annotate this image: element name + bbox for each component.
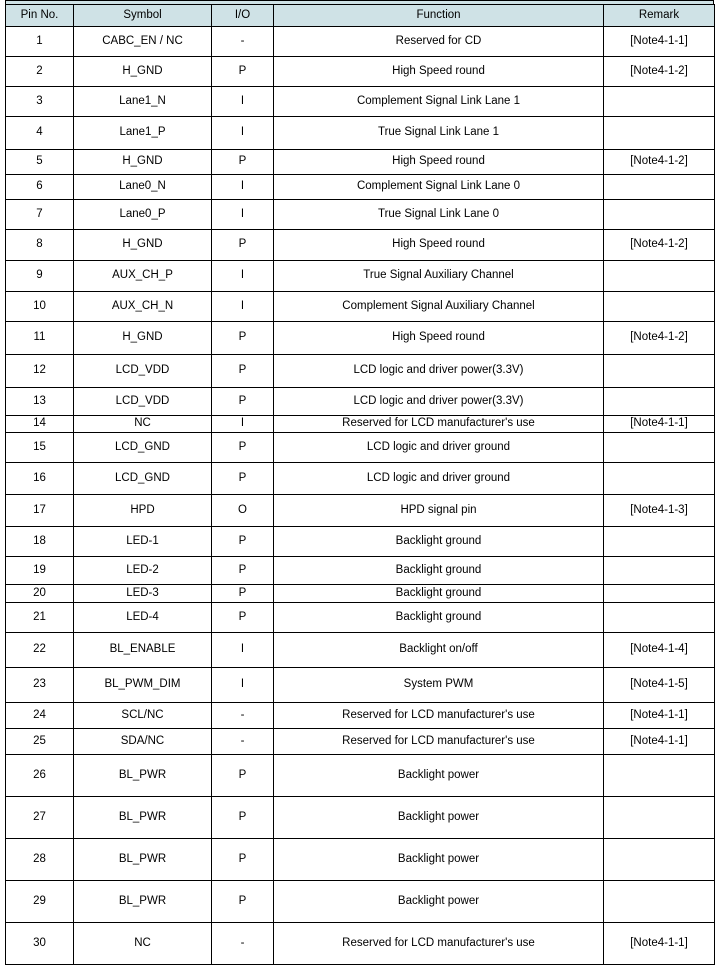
remark-cell xyxy=(604,292,715,322)
pin-no-cell: 6 xyxy=(6,175,74,200)
table-row xyxy=(6,557,715,585)
function-cell: Backlight power xyxy=(274,881,604,923)
io-cell: - xyxy=(212,27,274,57)
pin-no-cell: 24 xyxy=(6,703,74,729)
table-header xyxy=(6,5,715,27)
io-cell: I xyxy=(212,200,274,230)
remark-cell xyxy=(604,839,715,881)
remark-cell: [Note4-1-1] xyxy=(604,416,715,433)
symbol-cell: Lane1_N xyxy=(74,87,212,117)
table-row xyxy=(6,703,715,729)
pin-no-cell: 26 xyxy=(6,755,74,797)
symbol-cell: Lane1_P xyxy=(74,117,212,150)
function-cell: LCD logic and driver power(3.3V) xyxy=(274,388,604,416)
remark-cell: [Note4-1-1] xyxy=(604,703,715,729)
table-row xyxy=(6,797,715,839)
function-cell: True Signal Link Lane 1 xyxy=(274,117,604,150)
symbol-cell: BL_PWR xyxy=(74,755,212,797)
function-cell: Backlight ground xyxy=(274,527,604,557)
symbol-cell: H_GND xyxy=(74,57,212,87)
function-cell: High Speed round xyxy=(274,57,604,87)
function-cell: Backlight ground xyxy=(274,603,604,633)
table-row xyxy=(6,668,715,703)
remark-cell xyxy=(604,87,715,117)
pin-no-cell: 13 xyxy=(6,388,74,416)
table-row xyxy=(6,463,715,495)
table-row xyxy=(6,388,715,416)
function-cell: Reserved for LCD manufacturer's use xyxy=(274,416,604,433)
io-cell: P xyxy=(212,355,274,388)
io-cell: I xyxy=(212,633,274,668)
table-row xyxy=(6,27,715,57)
remark-cell: [Note4-1-2] xyxy=(604,230,715,261)
function-cell: Complement Signal Link Lane 1 xyxy=(274,87,604,117)
pin-no-cell: 14 xyxy=(6,416,74,433)
pin-no-cell: 22 xyxy=(6,633,74,668)
function-cell: High Speed round xyxy=(274,322,604,355)
io-cell: P xyxy=(212,839,274,881)
table-row xyxy=(6,585,715,603)
symbol-cell: BL_ENABLE xyxy=(74,633,212,668)
pin-no-cell: 20 xyxy=(6,585,74,603)
remark-cell: [Note4-1-1] xyxy=(604,923,715,965)
pin-no-cell: 21 xyxy=(6,603,74,633)
function-cell: LCD logic and driver ground xyxy=(274,433,604,463)
io-cell: P xyxy=(212,230,274,261)
function-cell: Backlight on/off xyxy=(274,633,604,668)
pin-no-cell: 4 xyxy=(6,117,74,150)
symbol-cell: LCD_GND xyxy=(74,463,212,495)
pin-no-cell: 5 xyxy=(6,150,74,175)
remark-cell xyxy=(604,881,715,923)
function-cell: True Signal Link Lane 0 xyxy=(274,200,604,230)
symbol-cell: LED-3 xyxy=(74,585,212,603)
pin-no-cell: 19 xyxy=(6,557,74,585)
io-cell: P xyxy=(212,463,274,495)
symbol-cell: NC xyxy=(74,923,212,965)
symbol-cell: SDA/NC xyxy=(74,729,212,755)
function-cell: Backlight power xyxy=(274,797,604,839)
io-cell: P xyxy=(212,527,274,557)
function-cell: System PWM xyxy=(274,668,604,703)
function-cell: True Signal Auxiliary Channel xyxy=(274,261,604,292)
io-cell: P xyxy=(212,322,274,355)
table-row xyxy=(6,57,715,87)
io-cell: P xyxy=(212,585,274,603)
table-row xyxy=(6,230,715,261)
remark-cell xyxy=(604,355,715,388)
io-cell: O xyxy=(212,495,274,527)
pin-no-cell: 30 xyxy=(6,923,74,965)
io-cell: P xyxy=(212,150,274,175)
table-row xyxy=(6,433,715,463)
table-row xyxy=(6,416,715,433)
table-row xyxy=(6,839,715,881)
table-body xyxy=(6,27,715,965)
io-cell: I xyxy=(212,117,274,150)
io-cell: P xyxy=(212,603,274,633)
function-cell: Complement Signal Link Lane 0 xyxy=(274,175,604,200)
symbol-cell: AUX_CH_P xyxy=(74,261,212,292)
function-cell: Backlight power xyxy=(274,839,604,881)
remark-cell xyxy=(604,557,715,585)
symbol-cell: LCD_GND xyxy=(74,433,212,463)
symbol-cell: Lane0_N xyxy=(74,175,212,200)
pin-no-cell: 8 xyxy=(6,230,74,261)
symbol-cell: SCL/NC xyxy=(74,703,212,729)
pin-no-cell: 7 xyxy=(6,200,74,230)
pin-no-cell: 18 xyxy=(6,527,74,557)
pin-no-cell: 17 xyxy=(6,495,74,527)
io-cell: I xyxy=(212,416,274,433)
column-header-remark: Remark xyxy=(604,5,715,27)
table-row xyxy=(6,603,715,633)
remark-cell xyxy=(604,117,715,150)
table-row xyxy=(6,292,715,322)
io-cell: I xyxy=(212,87,274,117)
table-row xyxy=(6,355,715,388)
pin-no-cell: 1 xyxy=(6,27,74,57)
remark-cell: [Note4-1-2] xyxy=(604,57,715,87)
remark-cell xyxy=(604,388,715,416)
symbol-cell: CABC_EN / NC xyxy=(74,27,212,57)
function-cell: Backlight power xyxy=(274,755,604,797)
io-cell: P xyxy=(212,755,274,797)
function-cell: High Speed round xyxy=(274,230,604,261)
io-cell: P xyxy=(212,797,274,839)
function-cell: Reserved for LCD manufacturer's use xyxy=(274,703,604,729)
column-header-function: Function xyxy=(274,5,604,27)
remark-cell: [Note4-1-4] xyxy=(604,633,715,668)
io-cell: I xyxy=(212,175,274,200)
symbol-cell: BL_PWR xyxy=(74,797,212,839)
column-header-io: I/O xyxy=(212,5,274,27)
table-row xyxy=(6,87,715,117)
pin-no-cell: 28 xyxy=(6,839,74,881)
symbol-cell: Lane0_P xyxy=(74,200,212,230)
symbol-cell: LED-1 xyxy=(74,527,212,557)
pin-no-cell: 3 xyxy=(6,87,74,117)
table-row xyxy=(6,200,715,230)
symbol-cell: LED-2 xyxy=(74,557,212,585)
table-row xyxy=(6,495,715,527)
pin-no-cell: 10 xyxy=(6,292,74,322)
remark-cell: [Note4-1-1] xyxy=(604,729,715,755)
table-row xyxy=(6,175,715,200)
table-row xyxy=(6,117,715,150)
pin-no-cell: 29 xyxy=(6,881,74,923)
remark-cell: [Note4-1-1] xyxy=(604,27,715,57)
symbol-cell: HPD xyxy=(74,495,212,527)
table-row xyxy=(6,923,715,965)
remark-cell xyxy=(604,797,715,839)
pin-no-cell: 16 xyxy=(6,463,74,495)
io-cell: I xyxy=(212,668,274,703)
pin-no-cell: 27 xyxy=(6,797,74,839)
symbol-cell: LED-4 xyxy=(74,603,212,633)
function-cell: HPD signal pin xyxy=(274,495,604,527)
remark-cell xyxy=(604,527,715,557)
table-row xyxy=(6,633,715,668)
function-cell: LCD logic and driver ground xyxy=(274,463,604,495)
io-cell: - xyxy=(212,729,274,755)
remark-cell: [Note4-1-2] xyxy=(604,322,715,355)
io-cell: P xyxy=(212,433,274,463)
function-cell: Reserved for CD xyxy=(274,27,604,57)
table-row xyxy=(6,150,715,175)
symbol-cell: BL_PWR xyxy=(74,881,212,923)
column-header-pin-no: Pin No. xyxy=(6,5,74,27)
remark-cell xyxy=(604,175,715,200)
symbol-cell: H_GND xyxy=(74,150,212,175)
table-row xyxy=(6,322,715,355)
io-cell: P xyxy=(212,57,274,87)
io-cell: - xyxy=(212,923,274,965)
function-cell: Backlight ground xyxy=(274,557,604,585)
symbol-cell: NC xyxy=(74,416,212,433)
function-cell: Reserved for LCD manufacturer's use xyxy=(274,729,604,755)
io-cell: P xyxy=(212,881,274,923)
pin-no-cell: 2 xyxy=(6,57,74,87)
symbol-cell: AUX_CH_N xyxy=(74,292,212,322)
table-row xyxy=(6,527,715,557)
symbol-cell: BL_PWM_DIM xyxy=(74,668,212,703)
symbol-cell: LCD_VDD xyxy=(74,355,212,388)
io-cell: P xyxy=(212,557,274,585)
remark-cell xyxy=(604,755,715,797)
table-row xyxy=(6,729,715,755)
table-header-row xyxy=(6,5,715,27)
remark-cell: [Note4-1-3] xyxy=(604,495,715,527)
remark-cell: [Note4-1-5] xyxy=(604,668,715,703)
pin-no-cell: 15 xyxy=(6,433,74,463)
remark-cell xyxy=(604,463,715,495)
pin-no-cell: 9 xyxy=(6,261,74,292)
io-cell: - xyxy=(212,703,274,729)
function-cell: LCD logic and driver power(3.3V) xyxy=(274,355,604,388)
pin-assignment-table xyxy=(5,4,715,965)
remark-cell: [Note4-1-2] xyxy=(604,150,715,175)
table-row xyxy=(6,261,715,292)
remark-cell xyxy=(604,200,715,230)
remark-cell xyxy=(604,261,715,292)
symbol-cell: H_GND xyxy=(74,322,212,355)
pin-no-cell: 11 xyxy=(6,322,74,355)
remark-cell xyxy=(604,585,715,603)
function-cell: Complement Signal Auxiliary Channel xyxy=(274,292,604,322)
remark-cell xyxy=(604,603,715,633)
function-cell: Reserved for LCD manufacturer's use xyxy=(274,923,604,965)
io-cell: P xyxy=(212,388,274,416)
table-row xyxy=(6,755,715,797)
pin-no-cell: 25 xyxy=(6,729,74,755)
io-cell: I xyxy=(212,261,274,292)
symbol-cell: LCD_VDD xyxy=(74,388,212,416)
function-cell: High Speed round xyxy=(274,150,604,175)
symbol-cell: BL_PWR xyxy=(74,839,212,881)
column-header-symbol: Symbol xyxy=(74,5,212,27)
pin-no-cell: 23 xyxy=(6,668,74,703)
remark-cell xyxy=(604,433,715,463)
function-cell: Backlight ground xyxy=(274,585,604,603)
table-row xyxy=(6,881,715,923)
symbol-cell: H_GND xyxy=(74,230,212,261)
io-cell: I xyxy=(212,292,274,322)
pin-no-cell: 12 xyxy=(6,355,74,388)
